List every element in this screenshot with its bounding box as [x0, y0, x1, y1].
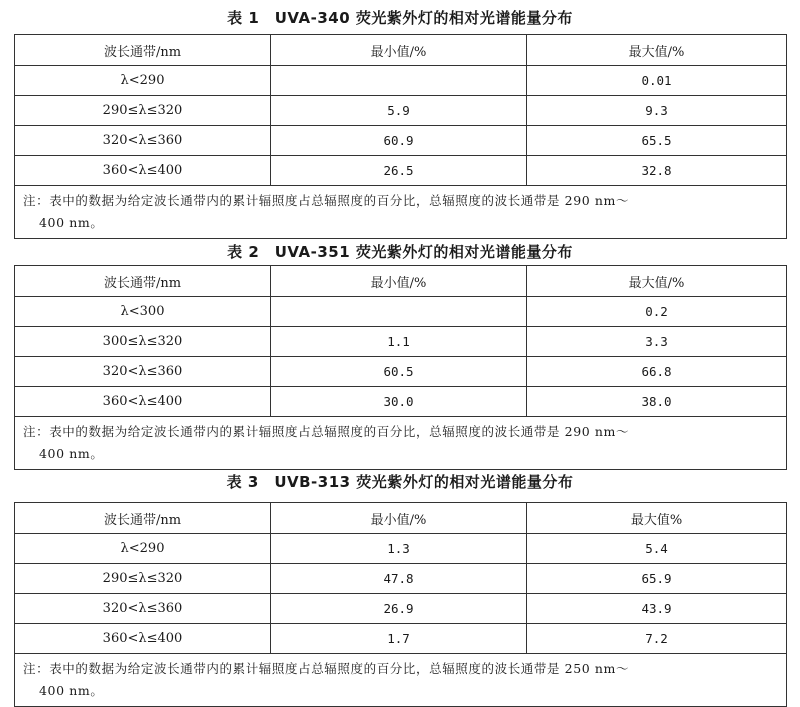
header-wavelength: 波长通带/nm: [15, 503, 271, 534]
table-1-caption: 表 1 UVA-340 荧光紫外灯的相对光谱能量分布: [227, 9, 573, 27]
table-header-row: [15, 503, 787, 534]
cell-min: 26.5: [271, 156, 527, 186]
header-max: 最大值%: [527, 503, 787, 534]
table-note-row: [15, 186, 787, 239]
table-note: [15, 654, 787, 707]
cell-max: 66.8: [527, 357, 787, 387]
cell-band: 360<λ≤400: [15, 387, 271, 417]
cell-band: 320<λ≤360: [15, 594, 271, 624]
cell-max: 3.3: [527, 327, 787, 357]
cell-max: 0.01: [527, 66, 787, 96]
table-row: [15, 534, 787, 564]
cell-max: 0.2: [527, 297, 787, 327]
note-line-2: 400 nm。: [39, 683, 104, 698]
header-min: 最小值/%: [271, 503, 527, 534]
cell-band: 290≤λ≤320: [15, 564, 271, 594]
cell-max: 32.8: [527, 156, 787, 186]
table-header-row: [15, 266, 787, 297]
cell-max: 65.5: [527, 126, 787, 156]
table-1: [14, 34, 787, 239]
cell-min: [271, 66, 527, 96]
header-wavelength: 波长通带/nm: [15, 266, 271, 297]
note-line-1: 注：表中的数据为给定波长通带内的累计辐照度占总辐照度的百分比，总辐照度的波长通带是 290 nm～: [23, 424, 630, 439]
table-row: [15, 327, 787, 357]
table-row: [15, 156, 787, 186]
cell-band: 320<λ≤360: [15, 357, 271, 387]
table-row: [15, 357, 787, 387]
table-row: [15, 387, 787, 417]
cell-max: 5.4: [527, 534, 787, 564]
table-header-row: [15, 35, 787, 66]
cell-max: 65.9: [527, 564, 787, 594]
cell-band: λ<300: [15, 297, 271, 327]
cell-min: 5.9: [271, 96, 527, 126]
cell-min: [271, 297, 527, 327]
table-2-caption: 表 2 UVA-351 荧光紫外灯的相对光谱能量分布: [227, 243, 573, 261]
note-line-1: 注：表中的数据为给定波长通带内的累计辐照度占总辐照度的百分比，总辐照度的波长通带是 250 nm～: [23, 661, 630, 676]
cell-min: 26.9: [271, 594, 527, 624]
table-note: [15, 186, 787, 239]
cell-band: 300≤λ≤320: [15, 327, 271, 357]
table-note-row: [15, 654, 787, 707]
table-row: [15, 66, 787, 96]
cell-max: 38.0: [527, 387, 787, 417]
note-line-2: 400 nm。: [39, 446, 104, 461]
cell-min: 60.5: [271, 357, 527, 387]
table-2: [14, 265, 787, 470]
cell-band: λ<290: [15, 534, 271, 564]
header-max: 最大值/%: [527, 266, 787, 297]
table-row: [15, 96, 787, 126]
table-3-caption: 表 3 UVB-313 荧光紫外灯的相对光谱能量分布: [226, 473, 574, 491]
cell-max: 7.2: [527, 624, 787, 654]
note-line-1: 注：表中的数据为给定波长通带内的累计辐照度占总辐照度的百分比，总辐照度的波长通带是 290 nm～: [23, 193, 630, 208]
table-row: [15, 126, 787, 156]
cell-min: 60.9: [271, 126, 527, 156]
cell-min: 1.3: [271, 534, 527, 564]
note-line-2: 400 nm。: [39, 215, 104, 230]
header-wavelength: 波长通带/nm: [15, 35, 271, 66]
table-3: [14, 502, 787, 707]
header-min: 最小值/%: [271, 35, 527, 66]
table-note-row: [15, 417, 787, 470]
cell-min: 30.0: [271, 387, 527, 417]
cell-max: 9.3: [527, 96, 787, 126]
cell-band: 360<λ≤400: [15, 156, 271, 186]
table-note: [15, 417, 787, 470]
table-row: [15, 564, 787, 594]
cell-band: λ<290: [15, 66, 271, 96]
header-min: 最小值/%: [271, 266, 527, 297]
cell-min: 47.8: [271, 564, 527, 594]
table-row: [15, 624, 787, 654]
table-row: [15, 594, 787, 624]
cell-band: 290≤λ≤320: [15, 96, 271, 126]
cell-min: 1.1: [271, 327, 527, 357]
cell-band: 360<λ≤400: [15, 624, 271, 654]
cell-band: 320<λ≤360: [15, 126, 271, 156]
cell-max: 43.9: [527, 594, 787, 624]
header-max: 最大值/%: [527, 35, 787, 66]
table-row: [15, 297, 787, 327]
cell-min: 1.7: [271, 624, 527, 654]
